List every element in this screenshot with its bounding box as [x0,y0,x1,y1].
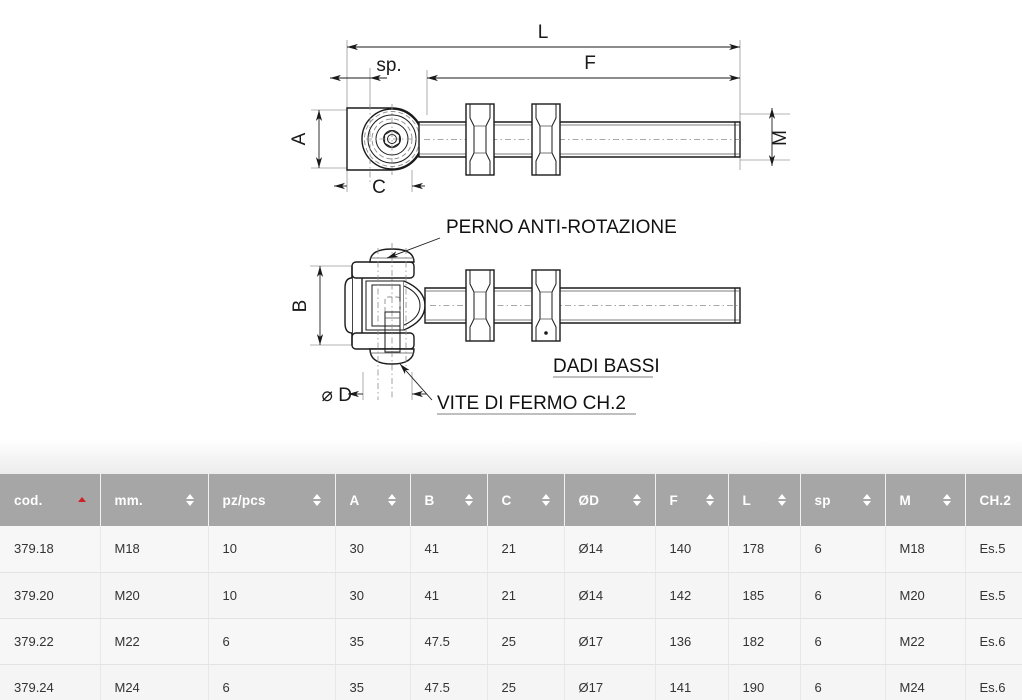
sort-indicator-m[interactable] [943,494,951,506]
column-header-f[interactable] [655,474,728,526]
dimension-D [322,385,427,406]
sort-asc-icon [186,494,194,499]
specification-table-container [0,474,1022,700]
dimension-M [770,108,791,166]
column-header-m-label: M [899,492,911,508]
cell-pz: 6 [208,618,335,664]
cell-l: 185 [728,572,800,618]
cell-b: 47.5 [410,618,487,664]
cell-c: 21 [487,572,564,618]
column-header-pz[interactable] [208,474,335,526]
dimension-A [289,110,319,168]
specification-table [0,474,1022,700]
table-row[interactable] [0,572,1022,618]
cell-a: 35 [335,664,410,700]
cell-b: 41 [410,572,487,618]
cell-f: 141 [655,664,728,700]
sort-desc-icon [706,501,714,506]
sort-desc-icon [313,501,321,506]
dimension-A-label: A [289,132,310,146]
dimension-F-label: F [584,53,596,74]
cell-ch2: Es.6 [965,618,1022,664]
cell-cod: 379.20 [0,572,100,618]
sort-asc-icon [778,494,786,499]
cell-mm: M22 [100,618,208,664]
sort-desc-icon [633,501,641,506]
dimension-B-label: B [290,299,311,313]
dimension-B [290,266,320,345]
column-header-sp[interactable] [800,474,885,526]
sort-desc-icon [863,501,871,506]
dimension-sp [330,55,402,78]
cell-sp: 6 [800,572,885,618]
sort-indicator-sp[interactable] [863,494,871,506]
column-header-l-label: L [742,492,751,508]
sort-desc-icon [465,501,473,506]
column-header-pz-label: pz/pcs [222,492,266,508]
cell-mm: M24 [100,664,208,700]
column-header-ch2[interactable] [965,474,1022,526]
dimension-L [347,22,740,47]
sort-asc-icon [388,494,396,499]
cell-a: 30 [335,526,410,572]
sort-desc-icon [943,501,951,506]
cell-d: Ø17 [564,618,655,664]
cell-pz: 6 [208,664,335,700]
callout-dadi-label: DADI BASSI [553,356,660,377]
cell-c: 25 [487,664,564,700]
column-header-c-label: C [501,492,512,508]
column-header-f-label: F [669,492,678,508]
cell-l: 182 [728,618,800,664]
cell-d: Ø14 [564,572,655,618]
dimension-C [334,177,425,198]
section-separator [0,440,1022,474]
column-header-a[interactable] [335,474,410,526]
callout-perno-label: PERNO ANTI-ROTAZIONE [446,217,677,238]
column-header-b[interactable] [410,474,487,526]
dimension-L-label: L [537,22,549,43]
cell-ch2: Es.6 [965,664,1022,700]
callout-vite-label: VITE DI FERMO CH.2 [437,393,626,414]
top-view-drawing [289,22,791,198]
column-header-cod[interactable] [0,474,100,526]
sort-asc-icon [78,497,86,502]
column-header-a-label: A [349,492,360,508]
hex-nut-2 [532,104,560,175]
cell-b: 47.5 [410,664,487,700]
hex-nut-1 [466,104,494,175]
sort-asc-icon [943,494,951,499]
cell-pz: 10 [208,526,335,572]
dimension-C-label: C [372,177,386,198]
cell-d: Ø14 [564,526,655,572]
table-header-row [0,474,1022,526]
column-header-l[interactable] [728,474,800,526]
sort-asc-icon [313,494,321,499]
sort-indicator-b[interactable] [465,494,473,506]
sort-indicator-l[interactable] [778,494,786,506]
cell-l: 178 [728,526,800,572]
cell-mm: M20 [100,572,208,618]
table-row[interactable] [0,664,1022,700]
cell-cod: 379.24 [0,664,100,700]
cell-f: 142 [655,572,728,618]
column-header-cod-label: cod. [14,492,43,508]
sort-asc-icon [706,494,714,499]
sort-asc-icon [542,494,550,499]
sort-indicator-d[interactable] [633,494,641,506]
sort-desc-icon [778,501,786,506]
column-header-b-label: B [424,492,435,508]
column-header-d[interactable] [564,474,655,526]
dimension-sp-label: sp. [376,55,402,76]
table-row[interactable] [0,618,1022,664]
column-header-sp-label: sp [814,492,831,508]
cell-l: 190 [728,664,800,700]
callout-perno-anti-rotazione [387,217,677,258]
column-header-d-label: ØD [578,492,600,508]
column-header-mm[interactable] [100,474,208,526]
cell-f: 136 [655,618,728,664]
cell-m: M18 [885,526,965,572]
sort-asc-icon [465,494,473,499]
separator-notch [408,440,1022,442]
sort-indicator-c[interactable] [542,494,550,506]
cell-m: M20 [885,572,965,618]
sort-desc-icon [388,501,396,506]
callout-dadi-bassi [553,356,660,377]
cell-m: M22 [885,618,965,664]
low-nut-2 [532,270,560,341]
sort-asc-icon [863,494,871,499]
cell-b: 41 [410,526,487,572]
cell-cod: 379.22 [0,618,100,664]
cell-a: 30 [335,572,410,618]
cell-d: Ø17 [564,664,655,700]
cell-ch2: Es.5 [965,572,1022,618]
cell-pz: 10 [208,572,335,618]
column-header-m[interactable] [885,474,965,526]
table-body [0,526,1022,700]
sort-indicator-pz[interactable] [313,494,321,506]
column-header-ch2-label: CH.2 [979,492,1012,508]
cell-sp: 6 [800,526,885,572]
cell-cod: 379.18 [0,526,100,572]
low-nut-1 [466,270,494,341]
sort-indicator-a[interactable] [388,494,396,506]
dimension-F [427,53,740,78]
cell-m: M24 [885,664,965,700]
cell-f: 140 [655,526,728,572]
cell-sp: 6 [800,664,885,700]
bottom-view-drawing [290,217,740,414]
cell-c: 21 [487,526,564,572]
sort-asc-icon [633,494,641,499]
sort-desc-icon [542,501,550,506]
sort-indicator-mm[interactable] [186,494,194,506]
cell-a: 35 [335,618,410,664]
cell-mm: M18 [100,526,208,572]
cell-c: 25 [487,618,564,664]
column-header-mm-label: mm. [114,492,143,508]
sort-indicator-f[interactable] [706,494,714,506]
cell-sp: 6 [800,618,885,664]
sort-desc-icon [186,501,194,506]
dimension-M-label: M [770,130,791,146]
sort-indicator-cod[interactable] [78,497,86,504]
column-header-c[interactable] [487,474,564,526]
table-row[interactable] [0,526,1022,572]
dimension-D-label: ⌀ D [321,385,352,406]
cell-ch2: Es.5 [965,526,1022,572]
